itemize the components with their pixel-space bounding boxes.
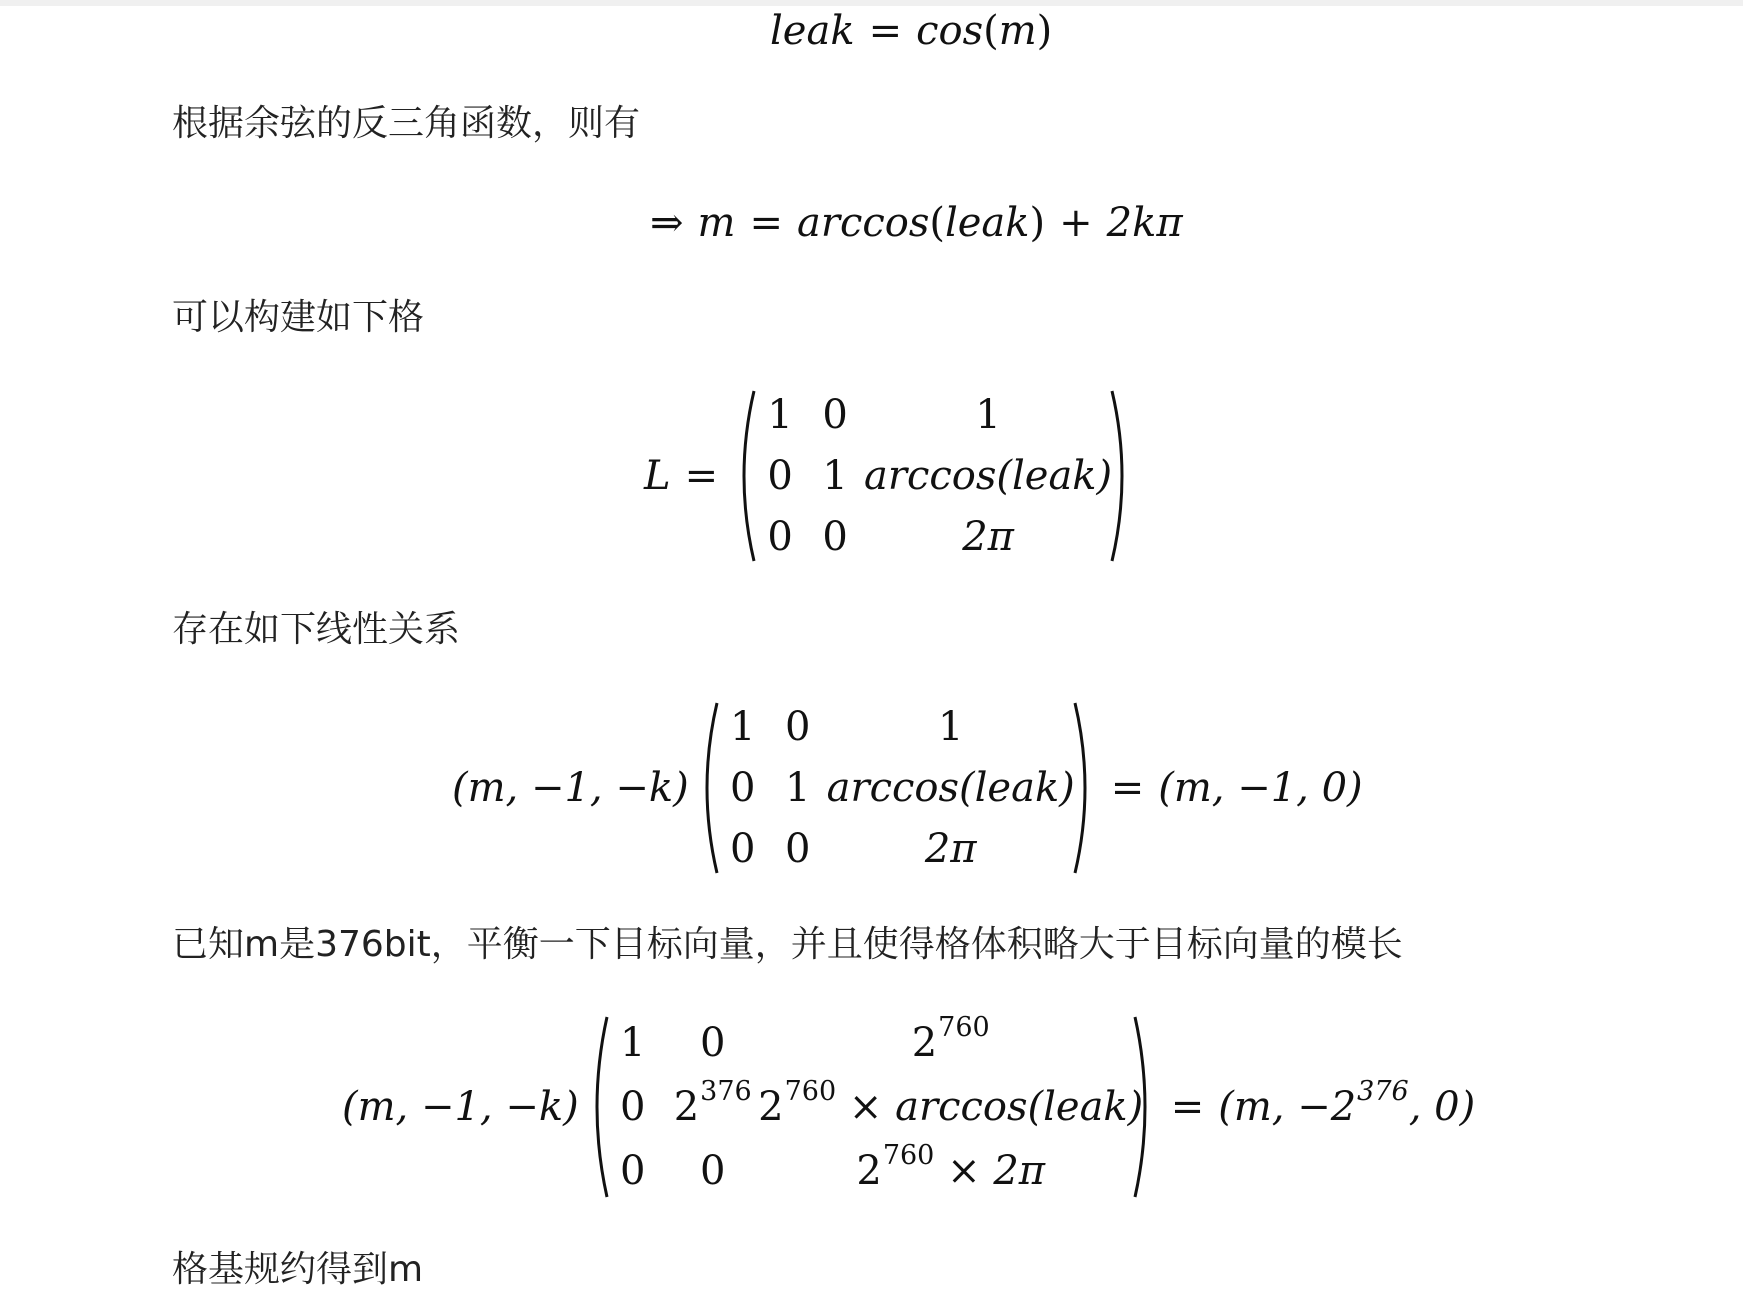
matrix-L-cell: 0 xyxy=(767,514,793,560)
power-base: 2 xyxy=(673,1084,700,1130)
right-paren xyxy=(1071,700,1097,876)
matrix-L xyxy=(732,388,1134,564)
eq2-plus: + xyxy=(1059,200,1093,246)
matrix-scaled-cell: 0 xyxy=(699,1020,726,1066)
power-exponent: 376 xyxy=(700,1076,752,1107)
matrix-scaled-cell: 0 xyxy=(619,1084,646,1130)
eq2-fn: arccos xyxy=(796,200,930,246)
equation-m-arccos: ⇒ m = arccos ( leak ) + 2kπ xyxy=(650,200,1183,246)
eq5-op: = xyxy=(1170,1084,1205,1130)
matrix-scaled-cell: 0 xyxy=(619,1148,646,1194)
result-suffix: , 0) xyxy=(1408,1084,1476,1130)
power-exponent: 760 xyxy=(784,1076,837,1107)
matrix-scaled-cell xyxy=(856,1140,1046,1194)
matrix-scaled-cell: 0 xyxy=(699,1148,726,1194)
matrix-relation-cell: 2π xyxy=(924,826,977,872)
matrix-relation xyxy=(695,700,1097,876)
result-exponent: 376 xyxy=(1357,1076,1409,1107)
matrix-scaled-cell xyxy=(673,1076,752,1130)
paragraph-lattice-reduction: 格基规约得到m xyxy=(172,1249,424,1290)
paragraph-construct-lattice: 可以构建如下格 xyxy=(172,297,425,338)
implies-symbol: ⇒ xyxy=(650,200,684,246)
power-exponent: 760 xyxy=(882,1140,935,1171)
equation-linear-relation xyxy=(452,700,1363,876)
eq4-result: (m, −1, 0) xyxy=(1158,765,1363,811)
eq5-vector: (m, −1, −k) xyxy=(342,1084,579,1130)
eq4-vector: (m, −1, −k) xyxy=(452,765,689,811)
paragraph-arccos-intro: 根据余弦的反三角函数，则有 xyxy=(172,103,641,144)
matrix-L-cell: 2π xyxy=(962,514,1014,560)
right-paren xyxy=(1108,388,1134,564)
left-paren xyxy=(695,700,721,876)
eq2-op: = xyxy=(749,200,783,246)
matrix-relation-cell: 1 xyxy=(729,704,756,750)
matrix-relation-cell: 0 xyxy=(729,826,756,872)
eq3-lhs: L xyxy=(644,453,671,499)
eq2-var: m xyxy=(697,200,736,246)
eq2-arg: leak xyxy=(944,200,1030,246)
matrix-scaled-cell xyxy=(911,1012,990,1066)
matrix-L-grid xyxy=(758,385,1113,567)
matrix-scaled-cell xyxy=(758,1076,1144,1130)
matrix-L-cell: 0 xyxy=(767,453,793,499)
paragraph-balance-target: 已知m是376bit，平衡一下目标向量，并且使得格体积略大于目标向量的模长 xyxy=(172,924,1403,965)
eq1-lhs: leak xyxy=(770,8,855,54)
eq3-op: = xyxy=(684,453,719,499)
eq1-op: = xyxy=(868,8,903,54)
power-base: 2 xyxy=(856,1148,882,1194)
power-base: 2 xyxy=(758,1084,784,1130)
eq5-result xyxy=(1218,1076,1476,1130)
matrix-L-cell: 0 xyxy=(822,514,848,560)
matrix-relation-cell: arccos(leak) xyxy=(826,765,1075,811)
eq1-arg: m xyxy=(998,8,1037,54)
matrix-scaled xyxy=(585,1014,1157,1200)
power-rest: × 2π xyxy=(947,1148,1046,1194)
matrix-relation-cell: 1 xyxy=(937,704,964,750)
matrix-relation-grid xyxy=(721,697,1075,879)
paragraph-linear-relation: 存在如下线性关系 xyxy=(172,609,461,650)
matrix-scaled-grid xyxy=(611,1012,1144,1202)
matrix-L-cell: 0 xyxy=(822,392,848,438)
matrix-L-cell: 1 xyxy=(975,392,1001,438)
matrix-relation-cell: 0 xyxy=(729,765,756,811)
matrix-scaled-cell: 1 xyxy=(619,1020,646,1066)
matrix-L-cell: 1 xyxy=(822,453,848,499)
eq1-fn: cos xyxy=(916,8,984,54)
matrix-L-cell: arccos(leak) xyxy=(864,453,1113,499)
power-rest: × arccos(leak) xyxy=(848,1084,1144,1130)
equation-scaled-lattice xyxy=(342,1014,1475,1200)
eq4-op: = xyxy=(1110,765,1145,811)
matrix-relation-cell: 0 xyxy=(784,704,811,750)
eq2-term: 2kπ xyxy=(1106,200,1183,246)
left-paren xyxy=(585,1014,611,1200)
matrix-L-cell: 1 xyxy=(767,392,793,438)
matrix-relation-cell: 1 xyxy=(784,765,811,811)
right-paren xyxy=(1131,1014,1157,1200)
power-exponent: 760 xyxy=(938,1012,990,1043)
left-paren xyxy=(732,388,758,564)
power-base: 2 xyxy=(911,1020,938,1066)
equation-leak-cos: leak = cos ( m ) xyxy=(770,8,1053,54)
result-prefix: (m, −2 xyxy=(1218,1084,1357,1130)
equation-lattice-L xyxy=(644,388,1134,564)
matrix-relation-cell: 0 xyxy=(784,826,811,872)
